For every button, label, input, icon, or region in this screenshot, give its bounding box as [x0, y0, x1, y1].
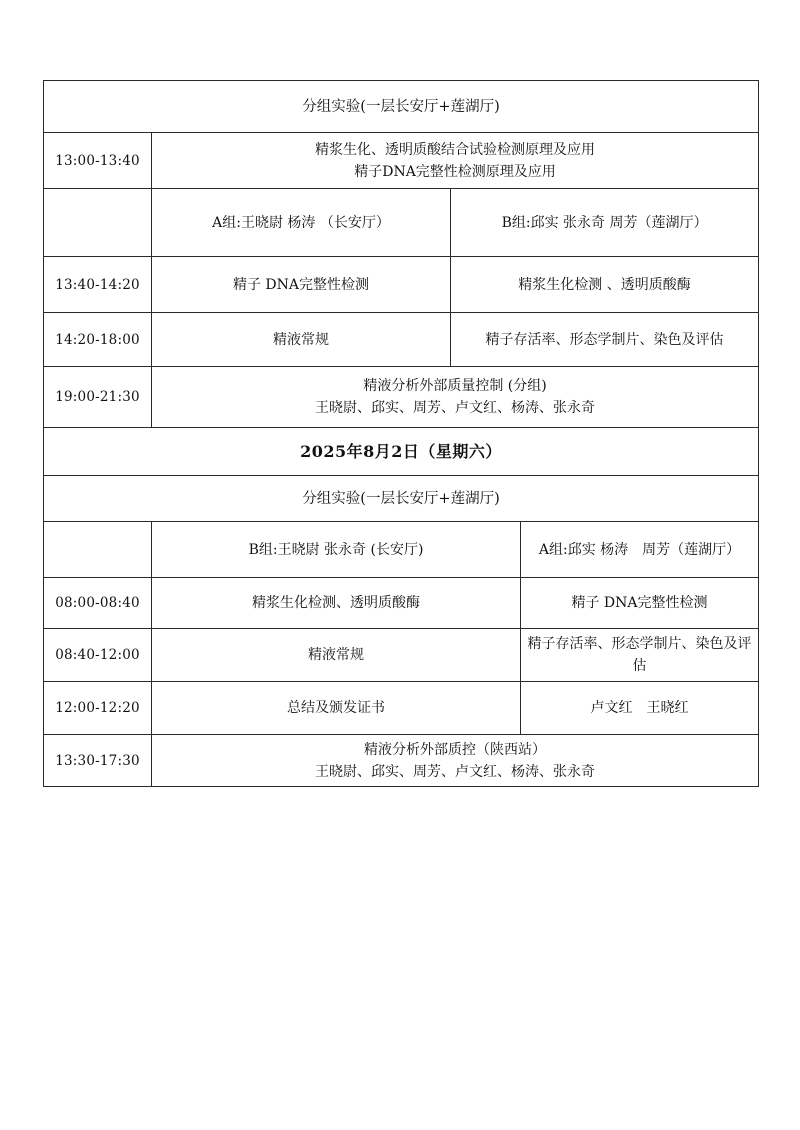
schedule-row	[44, 682, 759, 735]
right-session-cell: 卢文红 王晓红	[521, 682, 759, 735]
right-session-cell: 精子 DNA完整性检测	[521, 578, 759, 629]
schedule-row	[44, 257, 759, 313]
time-cell	[44, 189, 152, 257]
schedule-row	[44, 133, 759, 189]
session-line: 精液分析外部质量控制 (分组)	[363, 378, 547, 394]
session-line: 王晓尉、邱实、周芳、卢文红、杨涛、张永奇	[315, 763, 596, 780]
session-cell	[152, 133, 759, 189]
group-a-cell: A组:王晓尉 杨涛 （长安厅）	[152, 189, 451, 257]
time-cell: 19:00-21:30	[44, 367, 152, 428]
section-header: 分组实验(一层长安厅+莲湖厅)	[44, 476, 759, 522]
time-cell	[44, 522, 152, 578]
session-line: 王晓尉、邱实、周芳、卢文红、杨涛、张永奇	[315, 400, 596, 416]
session-cell	[152, 367, 759, 428]
date-row	[44, 428, 759, 476]
time-cell: 13:00-13:40	[44, 133, 152, 189]
time-cell: 08:40-12:00	[44, 629, 152, 682]
section-header-row	[44, 476, 759, 522]
left-session-cell: 精液常规	[152, 313, 451, 367]
right-session-cell: 精子存活率、形态学制片、染色及评估	[521, 629, 759, 682]
right-session-cell: 精浆生化检测 、透明质酸酶	[451, 257, 759, 313]
schedule-row	[44, 578, 759, 629]
date-heading: 2025年8月2日（星期六）	[44, 428, 759, 476]
group-row	[44, 522, 759, 578]
left-session-cell: 精液常规	[152, 629, 521, 682]
group-b-cell: B组:邱实 张永奇 周芳（莲湖厅）	[451, 189, 759, 257]
schedule-row	[44, 313, 759, 367]
time-cell: 12:00-12:20	[44, 682, 152, 735]
group-row	[44, 189, 759, 257]
schedule-row	[44, 735, 759, 787]
time-cell: 13:40-14:20	[44, 257, 152, 313]
schedule-table	[43, 80, 759, 787]
session-line: 精液分析外部质控（陕西站）	[364, 741, 547, 758]
session-line: 精浆生化、透明质酸结合试验检测原理及应用	[315, 141, 596, 158]
schedule-row	[44, 367, 759, 428]
group-b-cell: B组:王晓尉 张永奇 (长安厅)	[152, 522, 521, 578]
time-cell: 13:30-17:30	[44, 735, 152, 787]
time-cell: 14:20-18:00	[44, 313, 152, 367]
section-header: 分组实验(一层长安厅+莲湖厅)	[44, 81, 759, 133]
group-a-cell: A组:邱实 杨涛 周芳（莲湖厅）	[521, 522, 759, 578]
left-session-cell: 总结及颁发证书	[152, 682, 521, 735]
right-session-cell: 精子存活率、形态学制片、染色及评估	[451, 313, 759, 367]
left-session-cell: 精浆生化检测、透明质酸酶	[152, 578, 521, 629]
section-header-row	[44, 81, 759, 133]
schedule-row	[44, 629, 759, 682]
left-session-cell: 精子 DNA完整性检测	[152, 257, 451, 313]
time-cell: 08:00-08:40	[44, 578, 152, 629]
session-cell	[152, 735, 759, 787]
session-line: 精子DNA完整性检测原理及应用	[354, 163, 556, 180]
